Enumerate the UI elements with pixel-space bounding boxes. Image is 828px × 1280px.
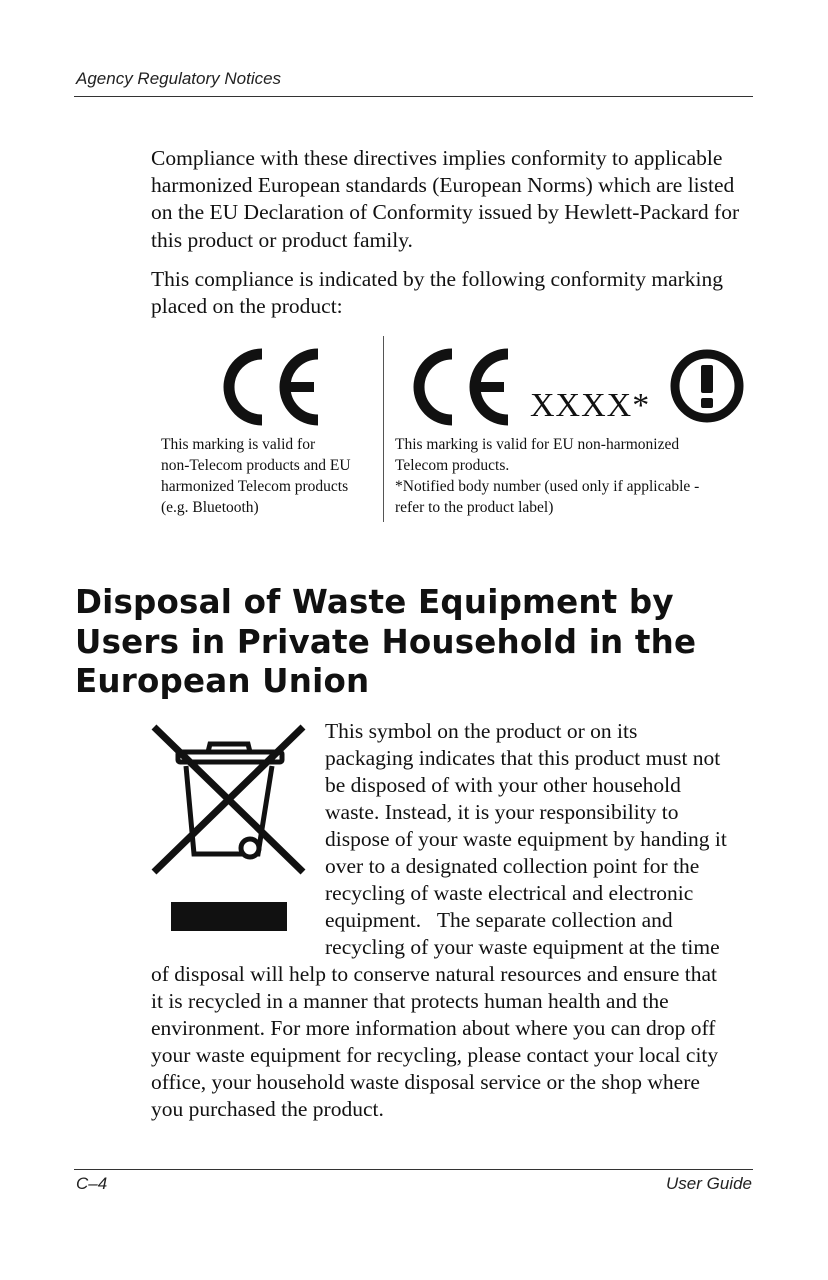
- body-line: This symbol on the product or on its: [325, 719, 638, 743]
- caption-line: Telecom products.: [395, 457, 510, 474]
- body-line: packaging indicates that this product must not: [325, 746, 721, 770]
- caption-line: This marking is valid for: [161, 436, 316, 453]
- body-line: over to a designated collection point for the: [325, 854, 700, 878]
- crossed-out-bin-icon: [150, 722, 310, 937]
- footer-title: User Guide: [666, 1174, 752, 1193]
- body-line: recycling of your waste equipment at the time: [325, 935, 720, 959]
- ce-mark-telecom-icon: [400, 346, 516, 428]
- section-heading: Disposal of Waste Equipment by Users in Private Household in the European Union: [75, 583, 697, 700]
- running-header: Agency Regulatory Notices: [76, 69, 282, 88]
- body-line: equipment. The separate collection and: [325, 908, 673, 932]
- weee-symbol: [150, 722, 310, 937]
- footer-rule: [74, 1169, 753, 1170]
- page-number: C–4: [76, 1174, 108, 1193]
- body-line: you purchased the product.: [151, 1097, 384, 1121]
- notified-body-number: XXXX*: [530, 387, 651, 424]
- body-line: office, your household waste disposal service or the shop where: [151, 1070, 700, 1094]
- compliance-paragraph: Compliance with these directives implies conformity to applicable harmonized European standards (European Norms) which are listed on the EU Declaration of Conformity issued by Hewlett-Packard for this product or product family.: [151, 146, 740, 252]
- body-line: of disposal will help to conserve natural resources and ensure that: [151, 962, 717, 986]
- header-rule: [74, 96, 753, 97]
- caption-line: This marking is valid for EU non-harmonized: [395, 436, 680, 453]
- caption-line: harmonized Telecom products: [161, 478, 349, 495]
- conformity-markings: [150, 336, 760, 526]
- caption-line: (e.g. Bluetooth): [161, 499, 259, 516]
- alert-mark-icon: [667, 346, 747, 426]
- markings-divider: [383, 336, 384, 522]
- marking-intro-paragraph: This compliance is indicated by the following conformity marking placed on the product:: [151, 267, 724, 319]
- body-line: it is recycled in a manner that protects human health and the: [151, 989, 669, 1013]
- right-marking-caption: [395, 434, 699, 518]
- left-marking-caption: [161, 434, 351, 518]
- caption-line: refer to the product label): [395, 499, 554, 516]
- body-line: recycling of waste electrical and electronic: [325, 881, 694, 905]
- body-line: your waste equipment for recycling, please contact your local city: [151, 1043, 719, 1067]
- caption-line: non-Telecom products and EU: [161, 457, 351, 474]
- body-line: environment. For more information about where you can drop off: [151, 1016, 716, 1040]
- ce-mark-icon: [210, 346, 326, 428]
- body-line: be disposed of with your other household: [325, 773, 681, 797]
- caption-line: *Notified body number (used only if applicable -: [395, 478, 700, 495]
- body-line: dispose of your waste equipment by handing it: [325, 827, 727, 851]
- body-line: waste. Instead, it is your responsibility to: [325, 800, 679, 824]
